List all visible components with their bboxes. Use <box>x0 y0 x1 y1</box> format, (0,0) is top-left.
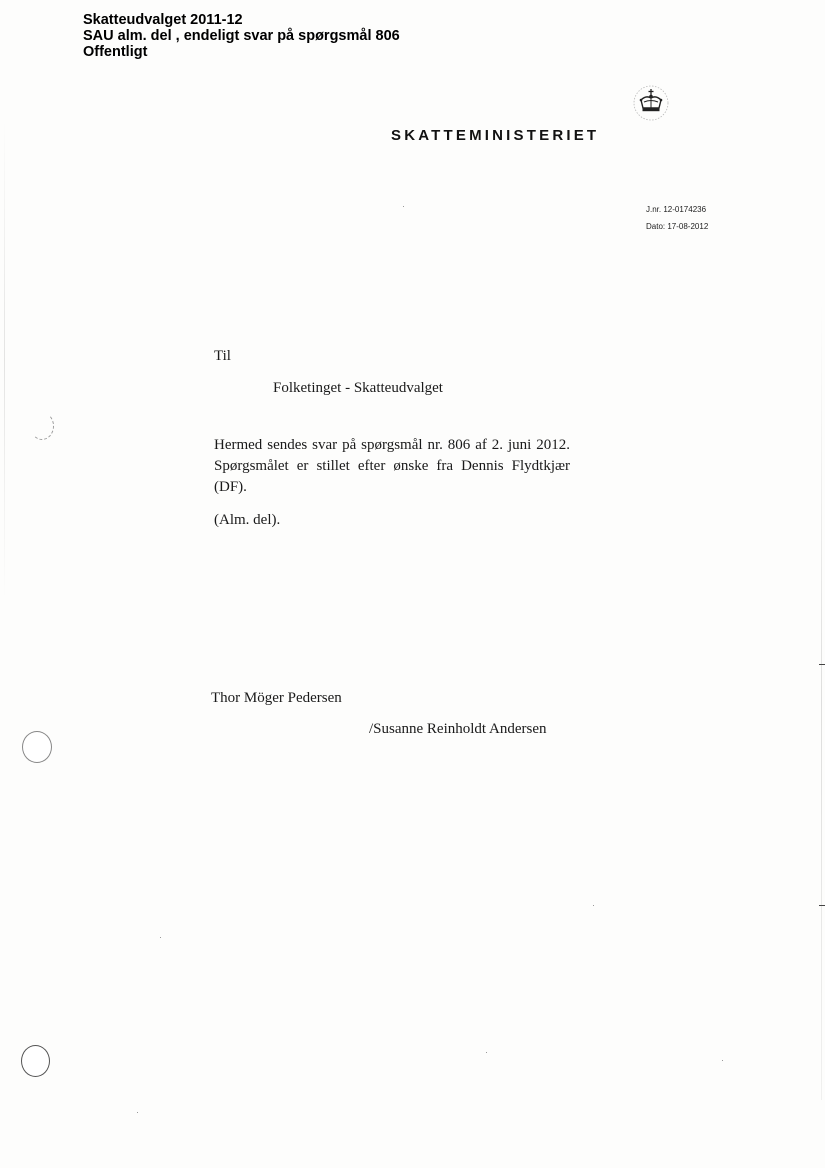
punch-hole <box>21 1045 50 1077</box>
scan-speck <box>486 1052 487 1053</box>
scan-speck <box>593 905 594 906</box>
ministry-logotype: SKATTEMINISTERIET <box>391 127 600 144</box>
document-stamp <box>83 12 400 60</box>
paragraph-line: (DF). <box>214 479 247 495</box>
recipient: Folketinget - Skatteudvalget <box>273 380 443 396</box>
cosigner-name: /Susanne Reinholdt Andersen <box>369 721 547 737</box>
letter-date: Dato: 17-08-2012 <box>646 222 709 231</box>
signer-name: Thor Möger Pedersen <box>211 690 342 706</box>
alm-del-note: (Alm. del). <box>214 512 281 528</box>
scan-speck <box>722 1060 723 1061</box>
crown-icon <box>628 84 670 124</box>
paragraph-line: Hermed sendes svar på spørgsmål nr. 806 af 2. juni 2012. <box>214 437 570 453</box>
scan-artifact-right-edge <box>821 300 822 1100</box>
scan-artifact-tick <box>819 905 825 906</box>
punch-hole-faint <box>30 412 54 440</box>
to-label: Til <box>214 348 231 364</box>
scan-artifact-left-edge <box>4 120 5 600</box>
stamp-subject: SAU alm. del , endeligt svar på spørgsmål 806 <box>83 28 400 44</box>
scan-artifact-tick <box>819 664 825 665</box>
scan-speck <box>403 206 404 207</box>
scan-speck <box>160 937 161 938</box>
letter-paragraph <box>214 435 570 498</box>
punch-hole <box>22 731 52 763</box>
journal-number: J.nr. 12-0174236 <box>646 205 707 214</box>
stamp-committee: Skatteudvalget 2011-12 <box>83 12 243 28</box>
stamp-status: Offentligt <box>83 44 148 60</box>
paragraph-line: Spørgsmålet er stillet efter ønske fra Dennis Flydtkjær <box>214 458 570 474</box>
scan-speck <box>137 1112 138 1113</box>
reference-block <box>646 201 708 235</box>
